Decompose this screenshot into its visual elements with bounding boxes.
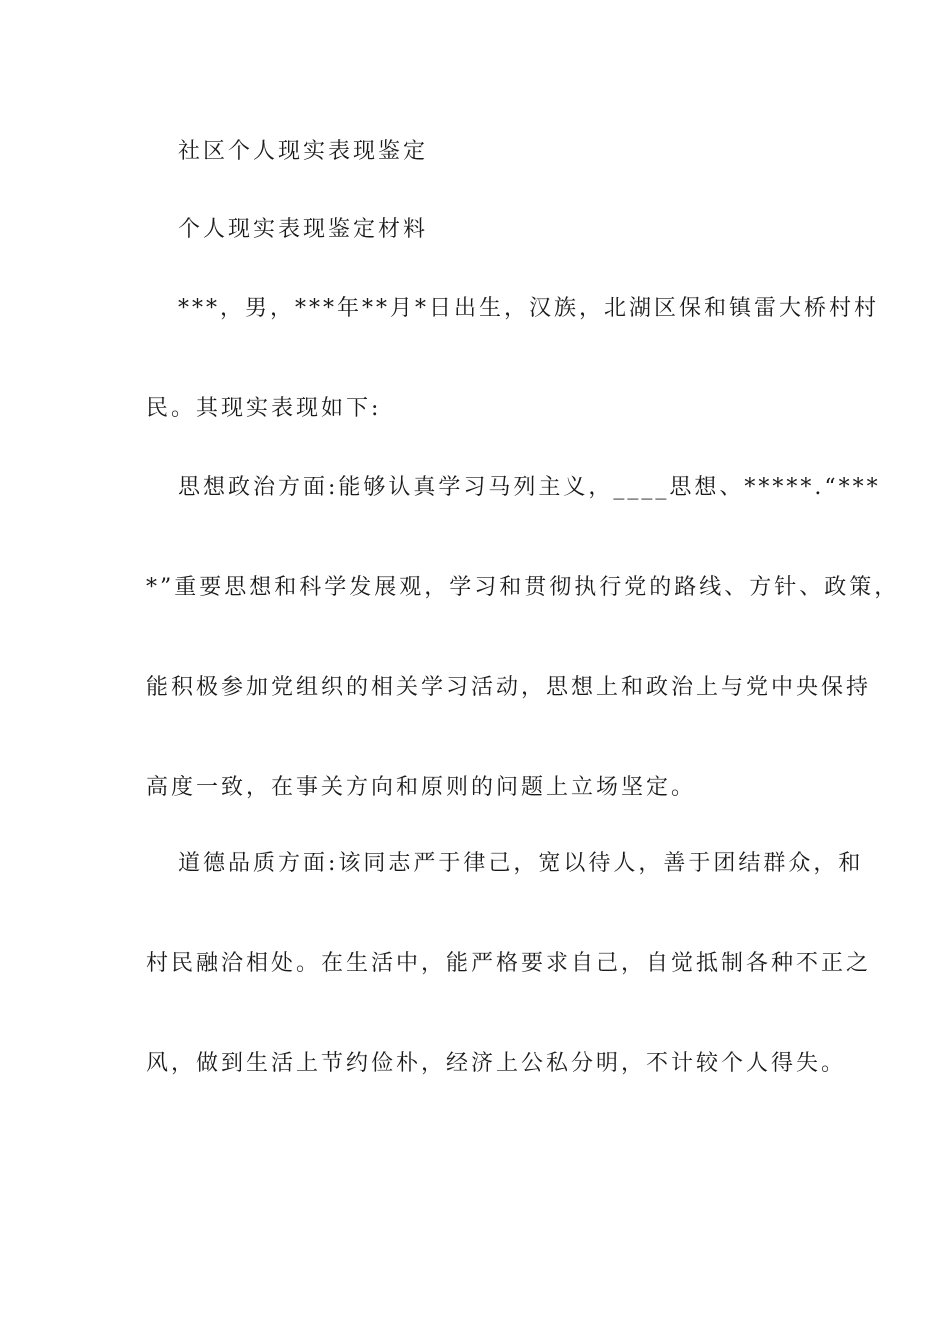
paragraph-line: ***，男，***年**月*日出生，汉族，北湖区保和镇雷大桥村村 — [178, 296, 880, 321]
document-title: 社区个人现实表现鉴定 — [178, 139, 429, 164]
paragraph-line: *”重要思想和科学发展观，学习和贯彻执行党的路线、方针、政策， — [146, 575, 900, 600]
paragraph-line: 思想政治方面:能够认真学习马列主义，____思想、*****.“*** — [178, 475, 881, 500]
paragraph-line: 高度一致，在事关方向和原则的问题上立场坚定。 — [146, 775, 697, 800]
paragraph-line: 民。其现实表现如下: — [146, 396, 382, 421]
paragraph-line: 村民融洽相处。在生活中，能严格要求自己，自觉抵制各种不正之 — [146, 951, 872, 976]
paragraph-line: 风，做到生活上节约俭朴，经济上公私分明，不计较个人得失。 — [146, 1051, 847, 1076]
paragraph-line: 能积极参加党组织的相关学习活动，思想上和政治上与党中央保持 — [146, 675, 872, 700]
document-subtitle: 个人现实表现鉴定材料 — [178, 217, 429, 242]
paragraph-line: 道德品质方面:该同志严于律己，宽以待人，善于团结群众，和 — [178, 851, 864, 876]
